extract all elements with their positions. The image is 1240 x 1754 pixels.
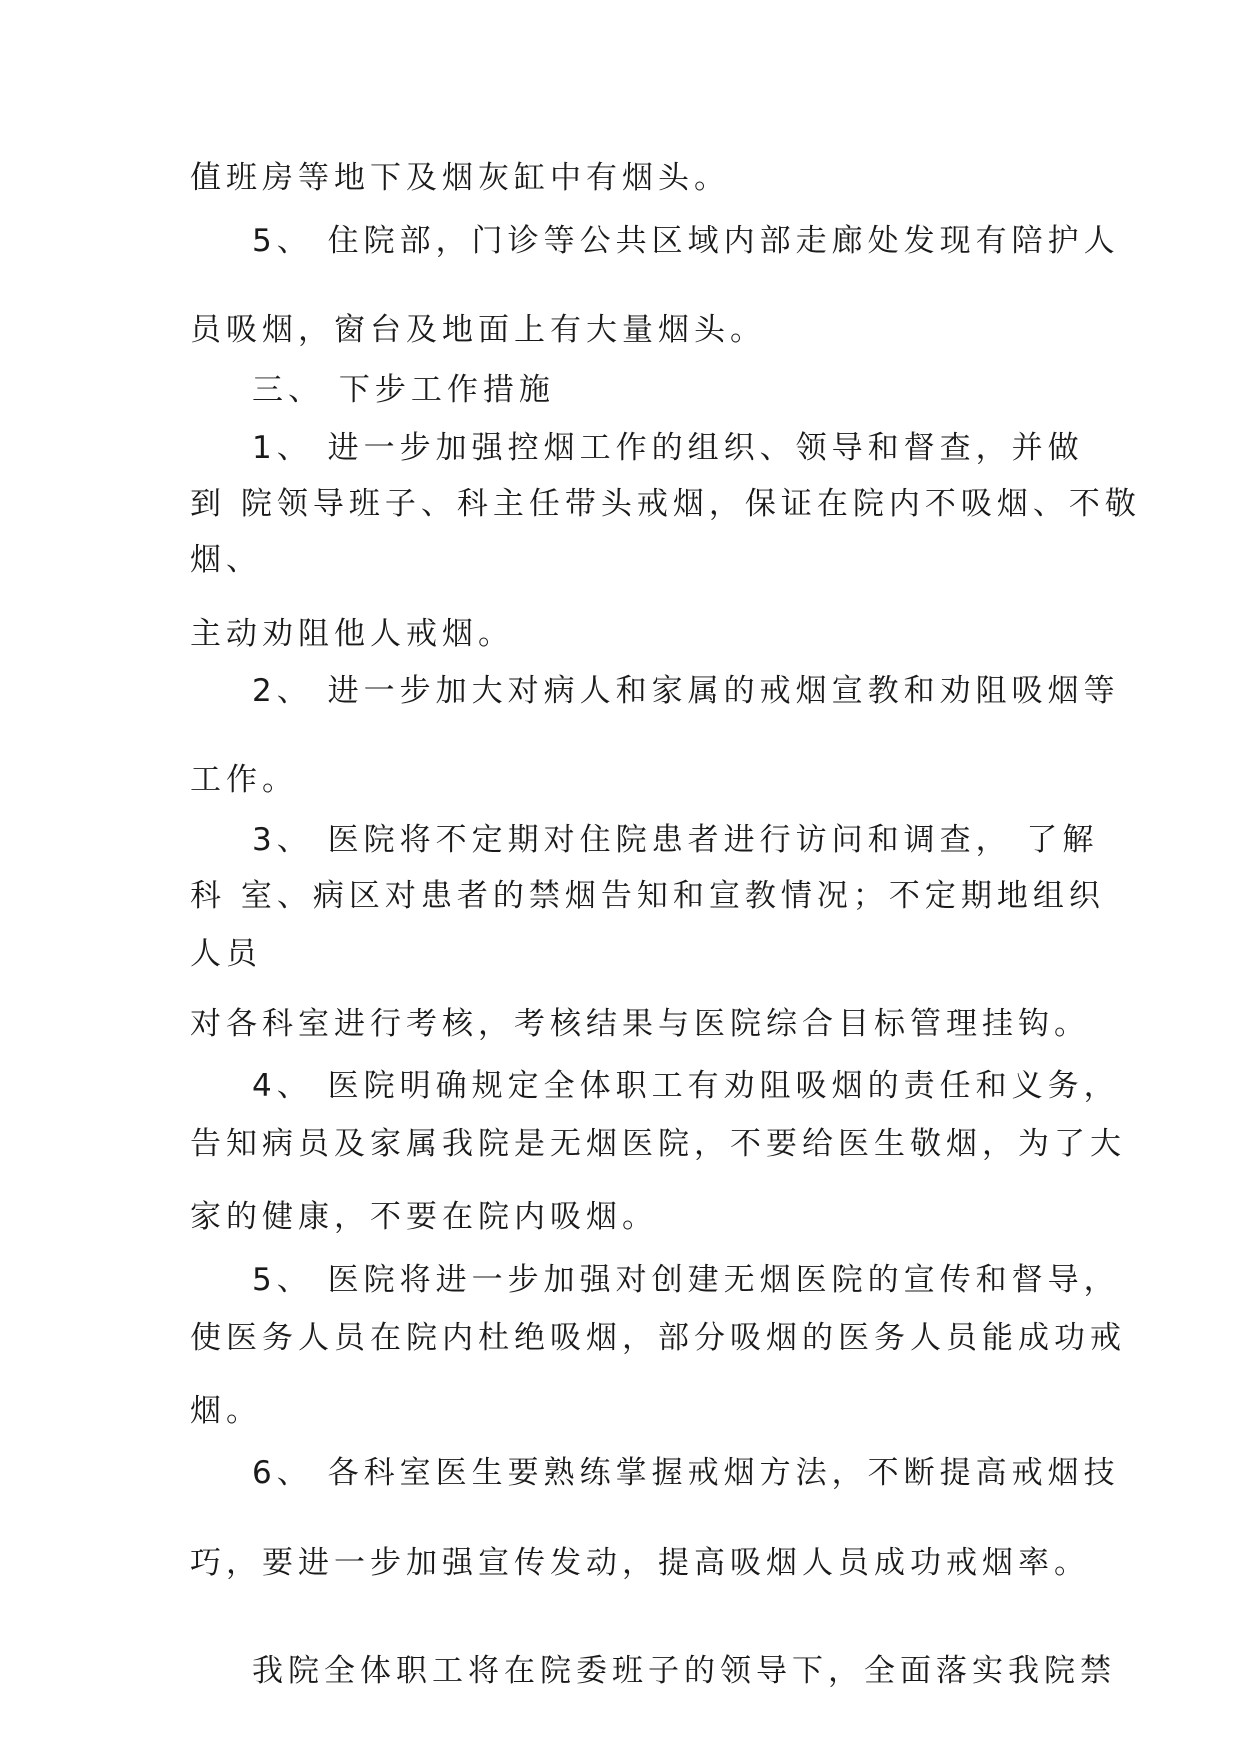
text-line: 员吸烟，窗台及地面上有大量烟头。	[190, 312, 766, 348]
text-line: 值班房等地下及烟灰缸中有烟头。	[190, 160, 730, 196]
text-line: 2、 进一步加大对病人和家属的戒烟宣教和劝阻吸烟等	[252, 673, 1120, 709]
text-line: 对各科室进行考核，考核结果与医院综合目标管理挂钩。	[190, 1006, 1090, 1042]
text-line: 告知病员及家属我院是无烟医院，不要给医生敬烟，为了大	[190, 1126, 1126, 1162]
text-line: 6、 各科室医生要熟练掌握戒烟方法，不断提高戒烟技	[252, 1455, 1120, 1491]
text-line: 5、 住院部，门诊等公共区域内部走廊处发现有陪护人	[252, 223, 1120, 259]
text-line: 主动劝阻他人戒烟。	[190, 616, 514, 652]
text-line: 工作。	[190, 762, 298, 798]
text-line: 1、 进一步加强控烟工作的组织、领导和督查，并做	[252, 430, 1084, 466]
text-line: 到 院领导班子、科主任带头戒烟，保证在院内不吸烟、不敬	[190, 486, 1141, 522]
text-line: 4、 医院明确规定全体职工有劝阻吸烟的责任和义务，	[252, 1068, 1120, 1104]
text-line: 烟、	[190, 542, 262, 578]
text-line: 人员	[190, 936, 262, 972]
text-line: 使医务人员在院内杜绝吸烟，部分吸烟的医务人员能成功戒	[190, 1320, 1126, 1356]
text-line: 巧，要进一步加强宣传发动，提高吸烟人员成功戒烟率。	[190, 1545, 1090, 1581]
text-line: 家的健康，不要在院内吸烟。	[190, 1199, 658, 1235]
text-line: 5、 医院将进一步加强对创建无烟医院的宣传和督导，	[252, 1262, 1120, 1298]
text-line: 3、 医院将不定期对住院患者进行访问和调查， 了解	[252, 822, 1099, 858]
text-line: 烟。	[190, 1393, 262, 1429]
text-line: 科 室、病区对患者的禁烟告知和宣教情况；不定期地组织	[190, 878, 1105, 914]
section-heading: 三、 下步工作措施	[252, 372, 555, 408]
text-line: 我院全体职工将在院委班子的领导下，全面落实我院禁	[252, 1653, 1116, 1689]
